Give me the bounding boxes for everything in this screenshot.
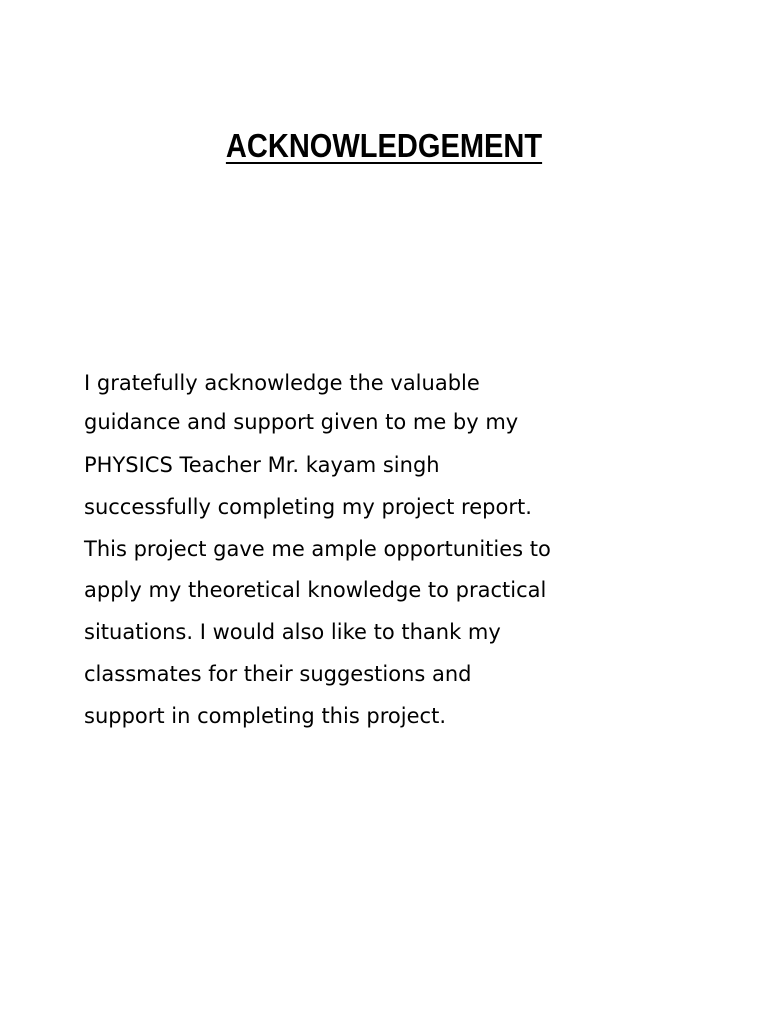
body-line-3: PHYSICS Teacher Mr. kayam singh xyxy=(84,453,440,477)
body-line-1: I gratefully acknowledge the valuable xyxy=(84,371,480,395)
body-line-5: This project gave me ample opportunities to xyxy=(84,537,551,561)
body-line-4: successfully completing my project report. xyxy=(84,495,532,519)
body-line-9: support in completing this project. xyxy=(84,704,446,728)
body-line-6: apply my theoretical knowledge to practical xyxy=(84,578,547,602)
body-line-7: situations. I would also like to thank my xyxy=(84,620,501,644)
body-line-8: classmates for their suggestions and xyxy=(84,662,472,686)
page-title xyxy=(46,126,722,166)
page-title-text: ACKNOWLEDGEMENT xyxy=(225,127,543,164)
body-line-2: guidance and support given to me by my xyxy=(84,410,519,434)
